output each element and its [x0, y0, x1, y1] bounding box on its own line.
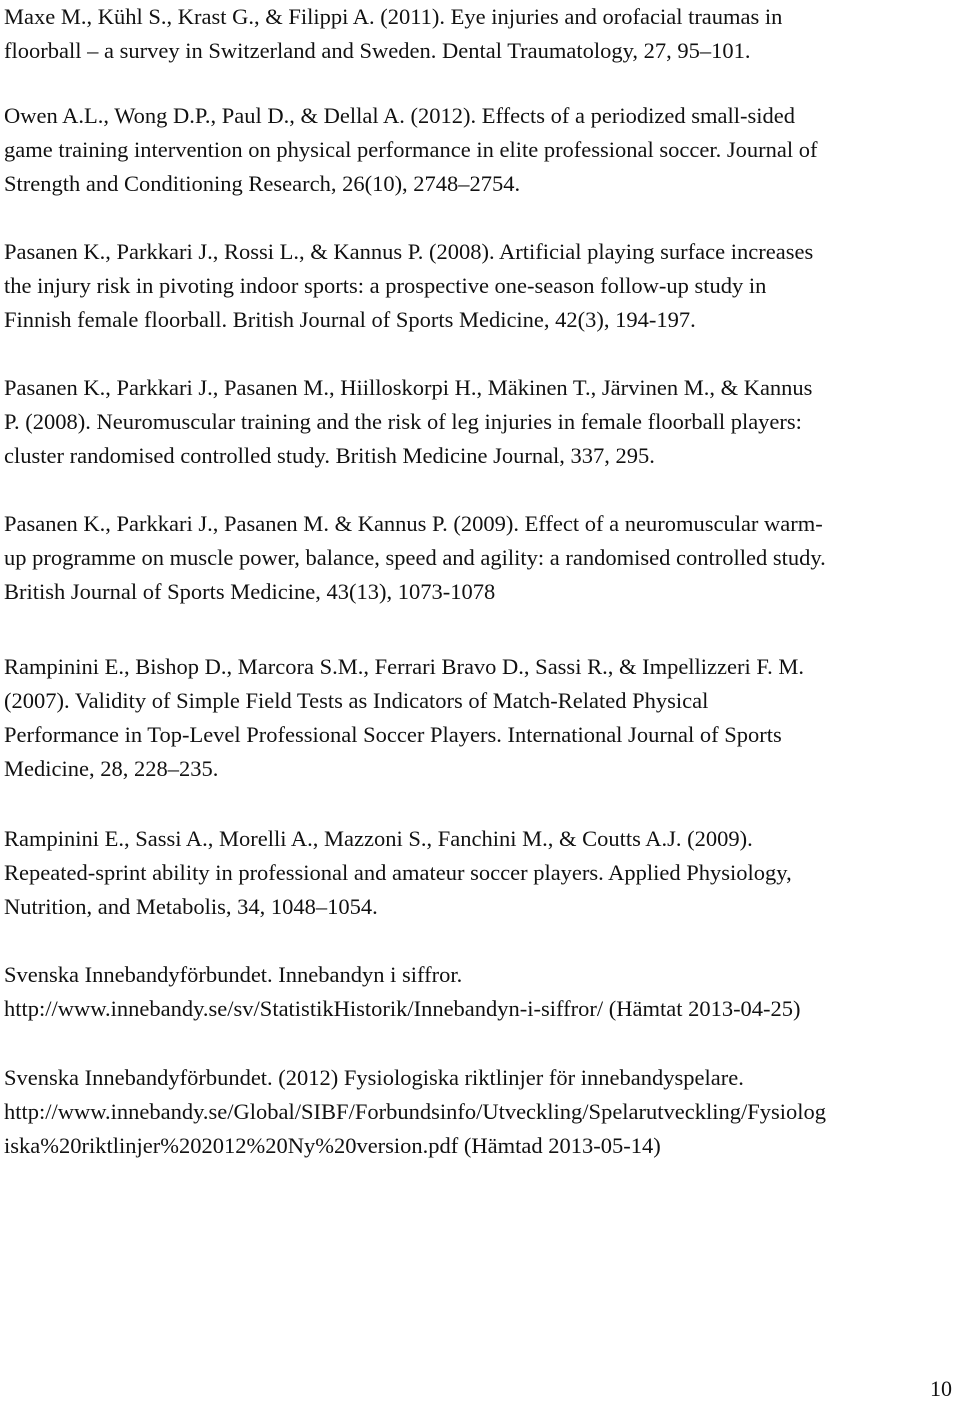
reference-pasanen-2008a [4, 235, 813, 337]
reference-line: Svenska Innebandyförbundet. Innebandyn i siffror. [4, 962, 463, 987]
reference-line: Repeated-sprint ability in professional and amateur soccer players. Applied Physiology, [4, 860, 792, 885]
page-number: 10 [930, 1376, 952, 1401]
reference-line: Rampinini E., Bishop D., Marcora S.M., Ferrari Bravo D., Sassi R., & Impellizzeri F. M. [4, 654, 804, 679]
reference-line: Svenska Innebandyförbundet. (2012) Fysiologiska riktlinjer för innebandyspelare. [4, 1065, 744, 1090]
reference-line: Performance in Top-Level Professional Soccer Players. International Journal of Sports [4, 722, 782, 747]
reference-innebandy-riktlinjer [4, 1061, 826, 1163]
reference-rampinini-2009 [4, 822, 792, 924]
reference-line: cluster randomised controlled study. British Medicine Journal, 337, 295. [4, 443, 655, 468]
reference-line: iska%20riktlinjer%202012%20Ny%20version.pdf (Hämtad 2013-05-14) [4, 1133, 661, 1158]
reference-line: Pasanen K., Parkkari J., Rossi L., & Kannus P. (2008). Artificial playing surface increases [4, 239, 814, 264]
reference-line: British Journal of Sports Medicine, 43(13), 1073-1078 [4, 579, 496, 604]
document-page [4, 0, 954, 1403]
reference-line: Pasanen K., Parkkari J., Pasanen M., Hiilloskorpi H., Mäkinen T., Järvinen M., & Kannus [4, 375, 813, 400]
reference-line: the injury risk in pivoting indoor sports: a prospective one-season follow-up study in [4, 273, 767, 298]
reference-line: http://www.innebandy.se/sv/StatistikHistorik/Innebandyn-i-siffror/ (Hämtat 2013-04-25) [4, 996, 801, 1021]
reference-line: up programme on muscle power, balance, speed and agility: a randomised controlled study. [4, 545, 826, 570]
reference-pasanen-2008b [4, 371, 812, 473]
reference-line: Finnish female floorball. British Journal of Sports Medicine, 42(3), 194-197. [4, 307, 696, 332]
reference-line: Medicine, 28, 228–235. [4, 756, 219, 781]
reference-maxe-2011 [4, 0, 782, 68]
reference-line: (2007). Validity of Simple Field Tests as Indicators of Match-Related Physical [4, 688, 709, 713]
reference-line: Pasanen K., Parkkari J., Pasanen M. & Kannus P. (2009). Effect of a neuromuscular warm- [4, 511, 823, 536]
reference-line: Rampinini E., Sassi A., Morelli A., Mazzoni S., Fanchini M., & Coutts A.J. (2009). [4, 826, 753, 851]
reference-line: Maxe M., Kühl S., Krast G., & Filippi A. (2011). Eye injuries and orofacial traumas in [4, 4, 783, 29]
reference-line: game training intervention on physical performance in elite professional soccer. Journal of [4, 137, 818, 162]
reference-line: Nutrition, and Metabolis, 34, 1048–1054. [4, 894, 378, 919]
reference-innebandy-siffror [4, 958, 801, 1026]
reference-line: P. (2008). Neuromuscular training and the risk of leg injuries in female floorball players: [4, 409, 802, 434]
reference-line: http://www.innebandy.se/Global/SIBF/Forbundsinfo/Utveckling/Spelarutveckling/Fysiolog [4, 1099, 827, 1124]
reference-rampinini-2007 [4, 650, 804, 786]
reference-pasanen-2009 [4, 507, 826, 609]
reference-line: floorball – a survey in Switzerland and Sweden. Dental Traumatology, 27, 95–101. [4, 38, 751, 63]
reference-line: Owen A.L., Wong D.P., Paul D., & Dellal A. (2012). Effects of a periodized small-sided [4, 103, 795, 128]
reference-line: Strength and Conditioning Research, 26(10), 2748–2754. [4, 171, 521, 196]
reference-owen-2012 [4, 99, 817, 201]
